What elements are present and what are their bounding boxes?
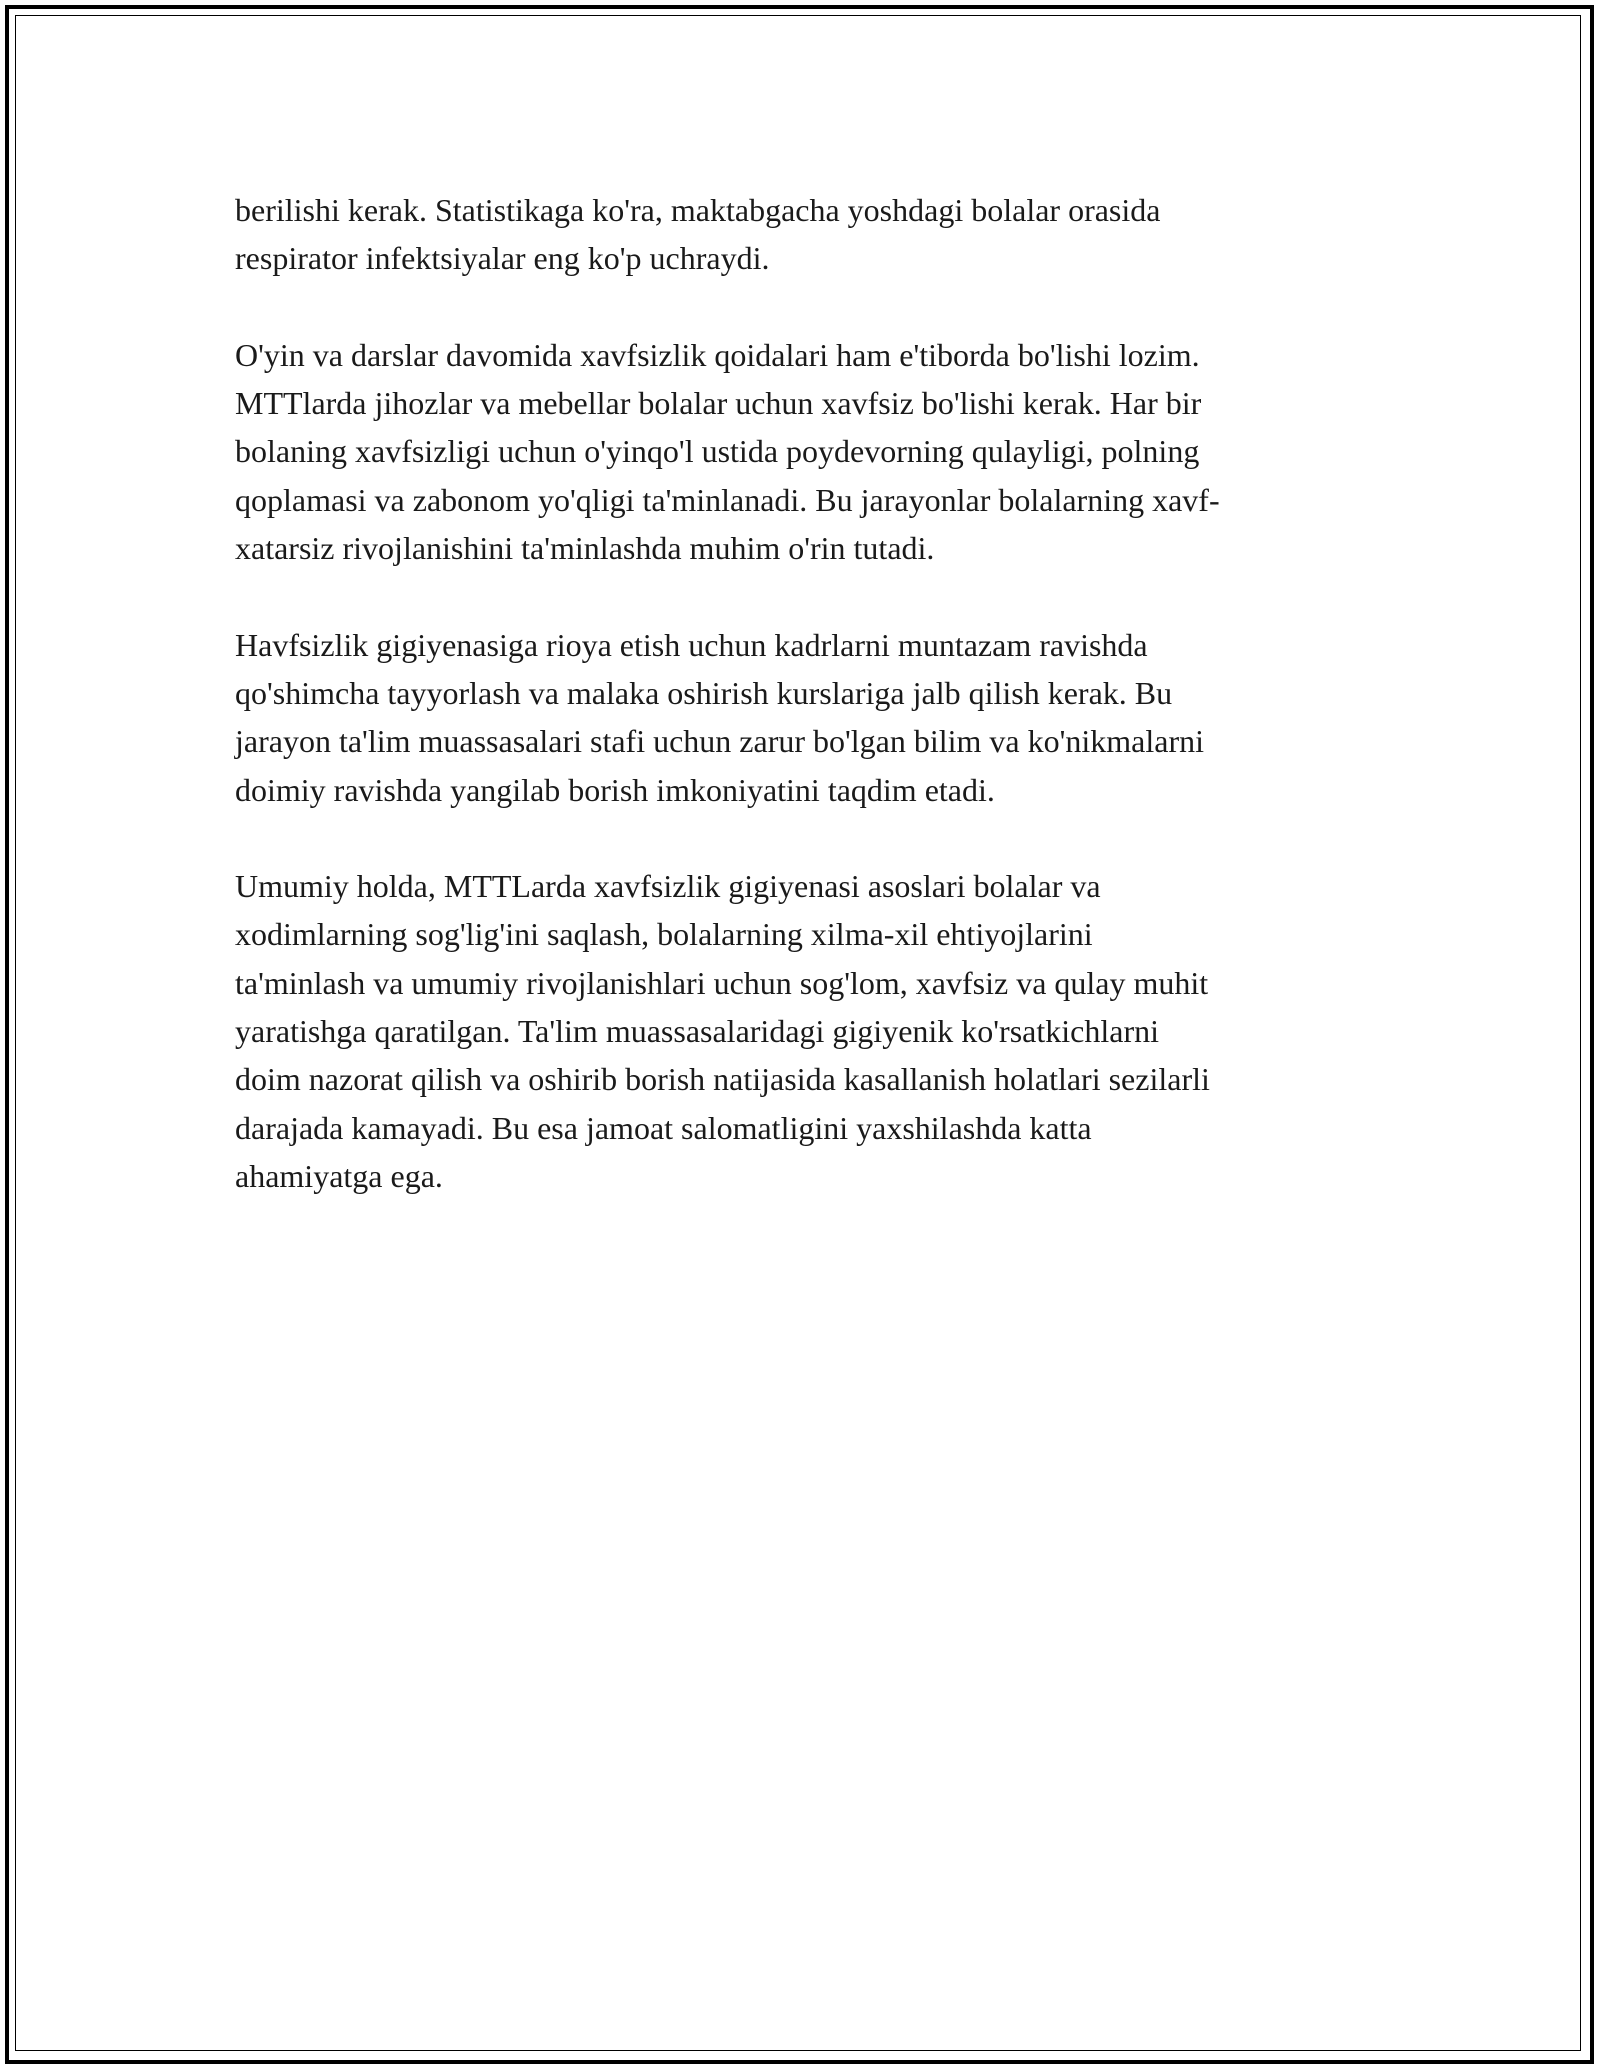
- text-line: O'yin va darslar davomida xavfsizlik qoidalari ham e'tiborda bo'lishi lozim.: [235, 336, 1200, 373]
- text-line: doim nazorat qilish va oshirib borish natijasida kasallanish holatlari sezilarli: [235, 1061, 1210, 1098]
- paragraph-1: [235, 186, 1380, 283]
- text-line: ahamiyatga ega.: [235, 1157, 443, 1194]
- text-line: MTTlarda jihozlar va mebellar bolalar uchun xavfsiz bo'lishi kerak. Har bir: [235, 385, 1202, 422]
- paragraph-3: [235, 621, 1380, 814]
- document-body: [235, 186, 1380, 1200]
- paragraph-4: [235, 862, 1380, 1200]
- text-line: respirator infektsiyalar eng ko'p uchraydi.: [235, 240, 770, 277]
- text-line: Umumiy holda, MTTLarda xavfsizlik gigiyenasi asoslari bolalar va: [235, 868, 1101, 905]
- text-line: ta'minlash va umumiy rivojlanishlari uchun sog'lom, xavfsiz va qulay muhit: [235, 964, 1209, 1001]
- paragraph-spacer: [235, 572, 1380, 620]
- text-line: qo'shimcha tayyorlash va malaka oshirish kurslariga jalb qilish kerak. Bu: [235, 674, 1173, 711]
- text-line: doimiy ravishda yangilab borish imkoniyatini taqdim etadi.: [235, 771, 995, 808]
- paragraph-spacer: [235, 283, 1380, 331]
- paragraph-2: [235, 331, 1380, 572]
- text-line: jarayon ta'lim muassasalari stafi uchun zarur bo'lgan bilim va ko'nikmalarni: [235, 723, 1205, 760]
- text-line: yaratishga qaratilgan. Ta'lim muassasalaridagi gigiyenik ko'rsatkichlarni: [235, 1013, 1159, 1050]
- text-line: Havfsizlik gigiyenasiga rioya etish uchun kadrlarni muntazam ravishda: [235, 626, 1148, 663]
- text-line: darajada kamayadi. Bu esa jamoat salomatligini yaxshilashda katta: [235, 1109, 1092, 1146]
- text-line: berilishi kerak. Statistikaga ko'ra, maktabgacha yoshdagi bolalar orasida: [235, 192, 1161, 228]
- text-line: xatarsiz rivojlanishini ta'minlashda muhim o'rin tutadi.: [235, 530, 935, 567]
- paragraph-spacer: [235, 814, 1380, 862]
- text-line: xodimlarning sog'lig'ini saqlash, bolalarning xilma-xil ehtiyojlarini: [235, 916, 1093, 953]
- text-line: bolaning xavfsizligi uchun o'yinqo'l ustida poydevorning qulayligi, polning: [235, 433, 1200, 470]
- text-line: qoplamasi va zabonom yo'qligi ta'minlanadi. Bu jarayonlar bolalarning xavf-: [235, 481, 1220, 518]
